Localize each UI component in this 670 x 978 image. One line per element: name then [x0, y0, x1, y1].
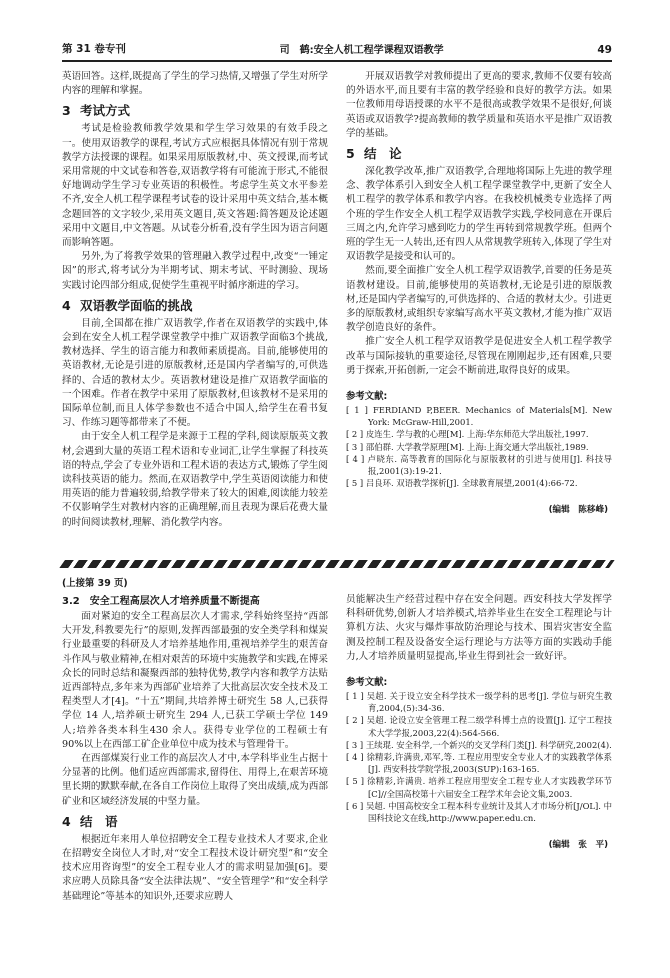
continued-note: (上接第 39 页) — [62, 578, 128, 589]
paragraph: 根据近年来用人单位招聘安全工程专业技术人才要求,企业在招聘安全岗位人才时,对“安全工程技术设计研究型”和“安全技术应用咨询型”的安全工程专业人才的需求明显加强[6]。要求应聘人员除具备“安全法律法规”、“安全管理学”和“安全科学基础理论”等基本的知识外,还要求应聘人 — [62, 833, 328, 902]
upper-right-column — [346, 70, 612, 518]
reference-item: [ 2 ] 吴超. 论设立安全管理工程二级学科博士点的设置[J]. 辽宁工程技术大学学报,2003,22(4):564-566. — [346, 715, 612, 738]
page-number: 49 — [597, 44, 612, 56]
subsection-heading-3-2: 3.2 安全工程高层次人才培养质量不断提高 — [62, 596, 260, 607]
paragraph: 由于安全人机工程学是来源于工程的学科,阅读原版英文教材,会遇到大量的英语工程术语和专业词汇,让学生掌握了科技英语的特点,学会了专业外语和工程术语的表达方式,锻炼了学生阅读科技英语的能力。然而,在双语教学中,学生英语阅读能力和使用英语的能力普遍较弱,给教学带来了较大的困难,阅读能力较差不仅影响学生对教材内容的正确理解,而且表现为课后花费大量的时间阅读教材,理解、消化教学内容。 — [62, 431, 328, 528]
paragraph: 考试是检验教师教学效果和学生学习效果的有效手段之一。使用双语教学的课程,考试方式应根据具体情况有别于常规教学方法授课的课程。如果采用原版教材,中、英文授课,而考试采用常规的中文试卷和答卷,双语教学将有可能流于形式,不能很好地调动学生学习专业英语的积极性。考虑学生英文水平参差不齐,安全人机工程学课程考试卷的设计采用中英文结合,基本概念题回答的文字较少,采用英文题目,英文答题:简答题及论述题采用中文题目,中文答题。从试卷分析看,没有学生因为语言问题而影响答题。 — [62, 123, 328, 249]
article-running-title: 司 鹤:安全人机工程学课程双语教学 — [279, 45, 444, 56]
reference-item: [ 6 ] 吴超. 中国高校安全工程本科专业统计及其人才市场分析[J/OL]. 中国科技论文在线,http://www.paper.edu.cn. — [346, 800, 612, 824]
reference-item: [ 3 ] 王续琨. 安全科学,一个新兴的交叉学科门类[J]. 科学研究,2002(4). — [346, 739, 612, 750]
reference-item: [ 5 ] 吕良环. 双语教学探析[J]. 全球教育展望,2001(4):66-72. — [346, 478, 578, 489]
section-heading-3: 3 考试方式 — [62, 103, 131, 119]
section-divider — [59, 560, 615, 568]
reference-item: [ 4 ] 卢晓东. 高等教育的国际化与原版教材的引进与使用[J]. 科技导报,2001(3):19-21. — [346, 453, 612, 477]
paragraph: 开展双语教学对教师提出了更高的要求,教师不仅要有较高的外语水平,而且要有丰富的教学经验和良好的教学方法。如果一位教师用母语授课的水平不是很高或教学效果不是很好,何谈英语或双语教学?提高教师的教学质量和英语水平是推广双语教学的基础。 — [346, 71, 612, 139]
reference-item: [ 1 ] FERDIAND P,BEER. Mechanics of Materials[M]. New York: McGraw-Hill,2001. — [346, 405, 612, 428]
section-heading-4: 4 双语教学面临的挑战 — [62, 297, 193, 313]
paragraph: 深化教学改革,推广双语教学,合理地将国际上先进的教学理念、教学体系引入到安全人机工程学课堂教学中,更新了安全人机工程学的教学体系和教学内容。在我校机械类专业选择了两个班的学生作安全人机工程学双语教学实践,学校同意在开课后三周之内,允许学习感到吃力的学生再转到常规教学班。但两个班的学生无一人转出,还有四人从常规教学班转入,体现了学生对双语教学是接受和认可的。 — [346, 166, 612, 263]
editor-credit: (编辑 陈移峰) — [548, 505, 608, 516]
paragraph: 然而,要全面推广安全人机工程学双语教学,首要的任务是英语教材建设。目前,能够使用的英语教材,无论是引进的原版教材,还是国内学者编写的,可供选择的、合适的教材太少。引进更多的原版教材,或组织专家编写高水平英文教材,才能为推广双语教学创造良好的条件。 — [346, 265, 612, 334]
upper-left-column — [62, 70, 328, 530]
paragraph: 英语回答。这样,既提高了学生的学习热情,又增强了学生对所学内容的理解和掌握。 — [62, 71, 328, 97]
reference-item: [ 3 ] 邵伯群. 大学教学原理[M]. 上海:上海交通大学出版社,1989. — [346, 441, 589, 452]
section-heading-4-conclusion: 4 结 语 — [62, 813, 118, 829]
paragraph: 员能解决生产经营过程中存在安全问题。西安科技大学发挥学科科研优势,创新人才培养模式,培养毕业生在安全工程理论与计算机方法、火灾与爆炸事故防治理论与技术、围岩灾害安全监测及控制工程及设备安全运行理论与方法等方面的实践动手能力,人才培养质量明显提高,毕业生得到社会一致好评。 — [346, 594, 612, 662]
paragraph: 另外,为了将教学效果的管理融入教学过程中,改变“一锤定因”的形式,将考试分为半期考试、期末考试、平时测验、现场实践讨论四部分组成,促使学生重视平时循序渐进的学习。 — [62, 251, 328, 291]
journal-volume: 第 31 卷专刊 — [62, 43, 126, 55]
paragraph: 在西部煤炭行业工作的高层次人才中,本学科毕业生占据十分显著的比例。他们适应西部需求,留得住、用得上,在艰苦环境里长期的默默奉献,在各自工作岗位上取得了突出成绩,成为西部矿业和区域经济发展的中坚力量。 — [62, 753, 328, 807]
paragraph: 推广安全人机工程学双语教学是促进安全人机工程学教学改革与国际接轨的重要途径,尽管现在刚刚起步,还有困难,只要勇于探索,开拓创新,一定会不断前进,取得良好的成果。 — [346, 336, 612, 376]
paragraph: 目前,全国都在推广双语教学,作者在双语教学的实践中,体会到在安全人机工程学课堂教学中推广双语教学面临3个挑战,教材选择、学生的语言能力和教师素质提高。目前,能够使用的英语教材,无论是引进的原版教材,还是国内学者编写的,可供选择的、合适的教材太少。英语教材建设是推广双语教学面临的一个困难。作者在教学中采用了原版教材,但该教材不是采用的国际单位制,而且人体学参数也不适合中国人,给学生在看书复习、作练习题等都带来了不便。 — [62, 317, 328, 429]
references-title: 参考文献: — [346, 677, 388, 689]
references-title: 参考文献: — [346, 391, 388, 403]
section-heading-5: 5 结 论 — [346, 146, 402, 162]
reference-item: [ 2 ] 皮连生. 学与教的心理[M]. 上海:华东师范大学出版社,1997. — [346, 429, 589, 440]
reference-item: [ 1 ] 吴超. 关于设立安全科学技术一级学科的思考[J]. 学位与研究生教育,2004,(5):34-36. — [346, 691, 612, 714]
running-header — [62, 40, 612, 62]
reference-item: [ 5 ] 徐精彩,许满贵. 培养工程应用型安全工程专业人才实践教学环节[C]//全国高校第十六届安全工程学术年会论文集,2003. — [346, 776, 612, 799]
lower-left-column — [62, 576, 328, 904]
lower-right-column — [346, 593, 612, 852]
paragraph: 面对紧迫的安全工程高层次人才需求,学科始终坚持“西部大开发,科教要先行”的原则,发挥西部最强的安全类学科和煤炭行业最重要的科研及人才培养基地作用,重视培养学生的艰苦奋斗作风与敬业精神,在相对艰苦的环境中实施教学和实践,在博采众长的同时总结和凝聚西部的独特优势,教学内容和教学方法贴近西部特点,多年来为西部矿业培养了大批高层次安全技术及工程类型人才[4]。“十五”期间,共培养博士研究生 58 人,已获得学位 14 人,培养硕士研究生 294 人,已获工学硕士学位 149 人;培养各类本科生430 余人。获得专业学位的工程硕士有 90%以上在西部工矿企业单位中成为技术与管理骨干。 — [62, 611, 328, 750]
reference-item: [ 4 ] 徐精彩,许满贵,邓军,等. 工程应用型安全专业人才的实践教学体系[J]. 西安科技学院学报,2003(SUP):163-165. — [346, 752, 612, 775]
editor-credit: (编辑 张 平) — [548, 840, 608, 851]
